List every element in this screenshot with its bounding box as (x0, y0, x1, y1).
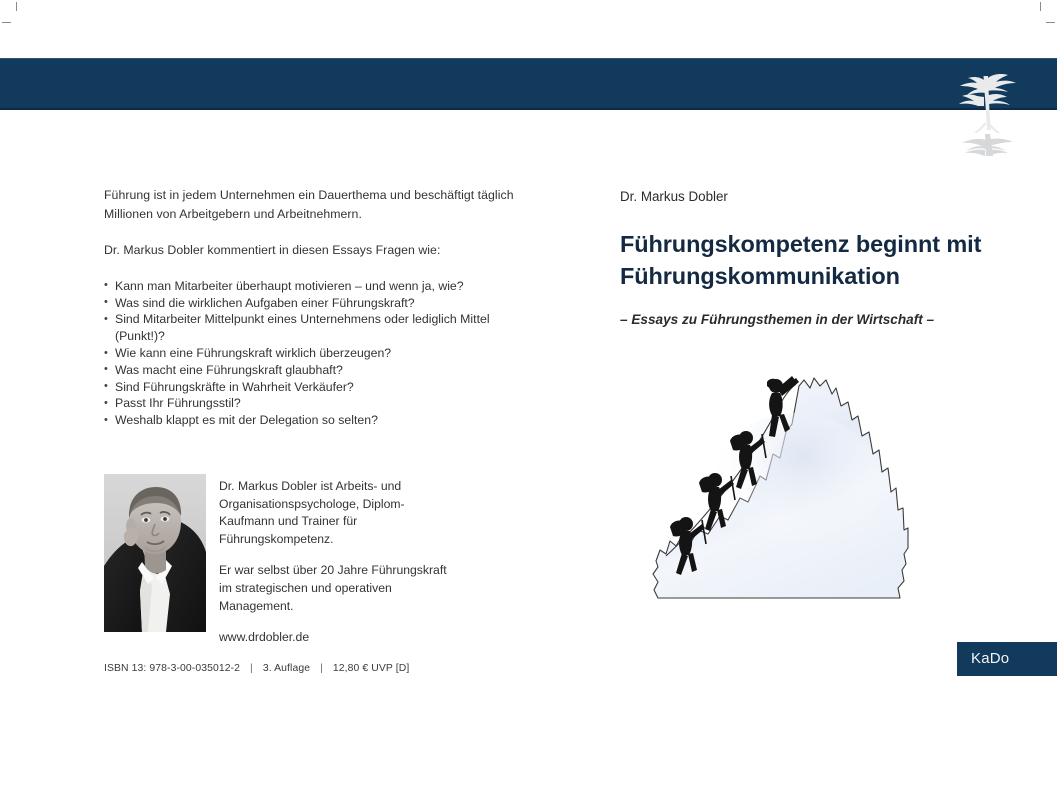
cover-author: Dr. Markus Dobler (620, 189, 728, 204)
cover-title-line-1: Führungskompetenz beginnt mit (620, 231, 982, 257)
edition-value: 3. Auflage (262, 663, 311, 674)
list-item: • Wie kann eine Führungskraft wirklich überzeugen? (104, 345, 524, 362)
author-bio-text (219, 478, 449, 647)
list-item: • Sind Mitarbeiter Mittelpunkt eines Unternehmens oder lediglich Mittel (Punkt!)? (104, 311, 524, 345)
crop-mark-top-left (16, 2, 17, 11)
list-item: • Was macht eine Führungskraft glaubhaft? (104, 362, 524, 379)
back-cover-content (104, 186, 524, 429)
publisher-logo: KaDo (957, 642, 1057, 676)
front-cover-content (620, 188, 1020, 329)
list-item: • Kann man Mitarbeiter überhaupt motivieren – und wenn ja, wie? (104, 278, 524, 295)
bio-paragraph-2: Er war selbst über 20 Jahre Führungskraft im strategischen und operativen Management. (219, 563, 447, 613)
page-title (620, 228, 1020, 292)
crop-mark-left-top (2, 22, 11, 23)
crop-mark-right-top (1046, 22, 1055, 23)
list-item: • Was sind die wirklichen Aufgaben einer Führungskraft? (104, 295, 524, 312)
isbn-separator-2: | (320, 663, 323, 674)
isbn-separator-1: | (250, 663, 253, 674)
list-item: • Sind Führungskräfte in Wahrheit Verkäufer? (104, 379, 524, 396)
cover-subtitle: – Essays zu Führungsthemen in der Wirtschaft – (620, 312, 935, 327)
banner-top-edge (0, 58, 1057, 59)
crop-mark-top-right (1040, 2, 1041, 11)
blurb-paragraph-1: Führung ist in jedem Unternehmen ein Dauerthema und beschäftigt täglich Millionen von Arbeitgebern und Arbeitnehmern. (104, 188, 514, 222)
cedar-tree-icon (944, 52, 1028, 162)
question-list (104, 278, 524, 429)
list-item: • Passt Ihr Führungsstil? (104, 395, 524, 412)
isbn-line (104, 663, 409, 674)
isbn-value: ISBN 13: 978-3-00-035012-2 (104, 663, 241, 674)
author-website[interactable]: www.drdobler.de (219, 630, 310, 645)
blurb-paragraph-2: Dr. Markus Dobler kommentiert in diesen Essays Fragen wie: (104, 242, 441, 257)
avatar (104, 474, 206, 632)
price-value: 12,80 € UVP [D] (332, 663, 410, 674)
mountain-climbers-illustration (636, 358, 926, 620)
bio-paragraph-1: Dr. Markus Dobler ist Arbeits- und Organisationspsychologe, Diplom-Kaufmann und Trainer für Führungskompetenz. (219, 479, 405, 546)
cover-title-line-2: Führungskommunikation (620, 263, 900, 289)
banner-bottom-edge (0, 108, 1057, 110)
header-banner (0, 58, 1057, 110)
list-item: • Weshalb klappt es mit der Delegation so selten? (104, 412, 524, 429)
